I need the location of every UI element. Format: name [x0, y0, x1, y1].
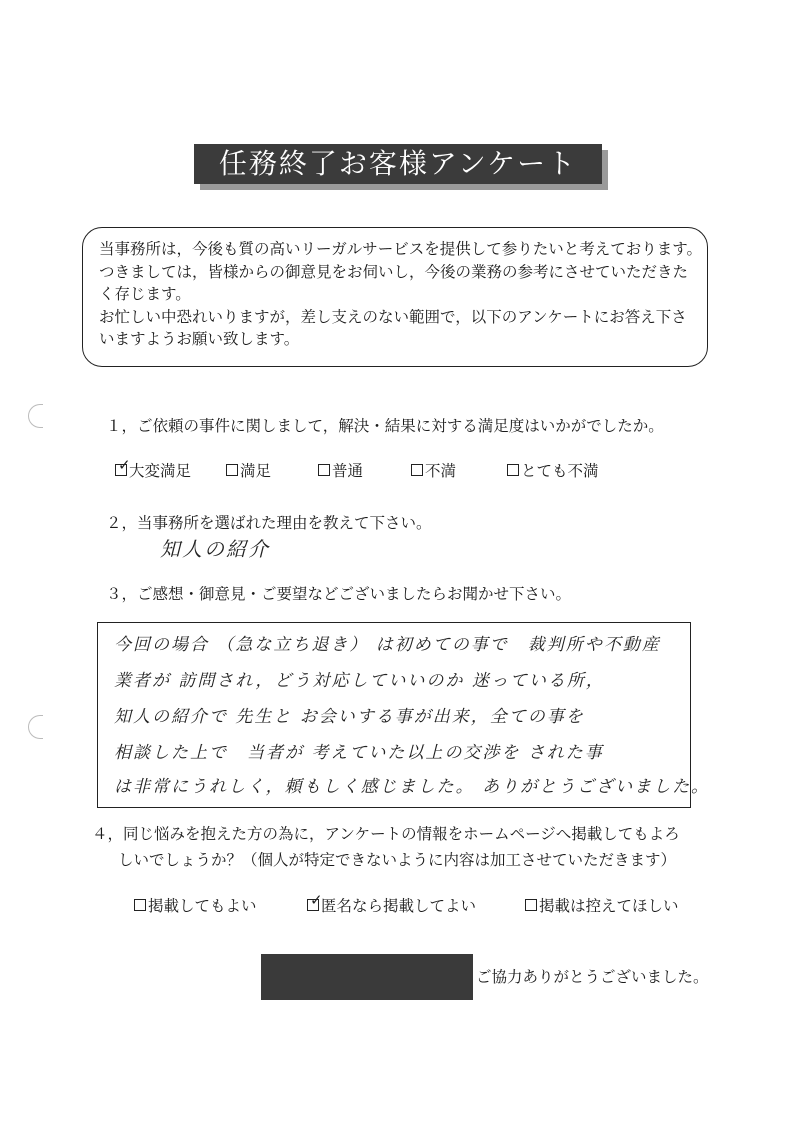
comment-line: 相談した上で 当者が 考えていた以上の交渉を された事 — [114, 743, 604, 763]
comment-box — [97, 622, 711, 808]
checkbox[interactable] — [115, 456, 131, 476]
question-4-note: しいでしょうか？（個人が特定できないように内容は加工させていただきます） — [118, 851, 677, 869]
option-label: 大変満足 — [129, 462, 192, 480]
q4-option-allow[interactable] — [134, 894, 257, 916]
question-4: ４，同じ悩みを抱えた方の為に，アンケートの情報をホームページへ掲載してもよろ — [92, 825, 680, 843]
checkbox[interactable] — [307, 891, 323, 911]
intro-line: つきましては，皆様からの御意見をお伺いし，今後の業務の参考にさせていただきた — [99, 262, 689, 281]
intro-line: く存じます。 — [99, 285, 191, 303]
option-label: 不満 — [425, 462, 457, 480]
check-mark-icon: ✓ — [118, 456, 131, 474]
option-label: 普通 — [332, 462, 364, 480]
option-label: 掲載は控えてほしい — [539, 897, 679, 915]
checkbox[interactable] — [525, 899, 537, 911]
q4-option-decline[interactable] — [525, 894, 679, 916]
q1-option-dissatisfied[interactable] — [411, 459, 456, 481]
checkbox[interactable] — [318, 464, 330, 476]
question-2: ２，当事務所を選ばれた理由を教えて下さい。 — [106, 514, 432, 532]
intro-line: 当事務所は，今後も質の高いリーガルサービスを提供して参りたいと考えております。 — [99, 240, 702, 258]
option-label: 匿名なら掲載してよい — [321, 897, 477, 915]
redacted-name-block — [261, 954, 473, 1000]
checkbox[interactable] — [134, 899, 146, 911]
q1-option-very-dissatisfied[interactable] — [507, 459, 599, 481]
checkbox[interactable] — [226, 464, 238, 476]
comment-line: 今回の場合 （急な立ち退き） は初めての事で 裁判所や不動産 — [114, 635, 661, 655]
comment-line: は非常にうれしく，頼もしく感じました。 ありがとうございました。 — [114, 777, 711, 797]
comment-line: 知人の紹介で 先生と お会いする事が出来，全ての事を — [114, 707, 585, 727]
punch-hole — [28, 404, 43, 428]
option-label: とても不満 — [521, 462, 599, 480]
checkbox[interactable] — [507, 464, 519, 476]
check-mark-icon: ✓ — [310, 891, 323, 909]
question-1: １，ご依頼の事件に関しまして，解決・結果に対する満足度はいかがでしたか。 — [106, 417, 664, 435]
checkbox[interactable] — [411, 464, 423, 476]
option-label: 満足 — [240, 462, 272, 480]
intro-box — [82, 227, 708, 367]
option-label: 掲載してもよい — [148, 897, 257, 915]
intro-line: お忙しい中恐れいりますが，差し支えのない範囲で，以下のアンケートにお答え下さ — [99, 307, 687, 326]
thanks-text: ご協力ありがとうございました。 — [476, 968, 709, 986]
punch-hole — [28, 715, 43, 739]
q1-option-very-satisfied[interactable] — [115, 456, 192, 481]
q1-option-normal[interactable] — [318, 459, 363, 481]
q4-option-anonymous[interactable] — [307, 891, 477, 916]
intro-line: いますようお願い致します。 — [99, 330, 300, 348]
question-3: ３，ご感想・御意見・ご要望などございましたらお聞かせ下さい。 — [106, 585, 572, 603]
page-title: 任務終了お客様アンケート — [194, 144, 602, 184]
comment-line: 業者が 訪問され，どう対応していいのか 迷っている所， — [114, 671, 605, 691]
q2-handwritten-answer: 知人の紹介 — [160, 537, 270, 561]
q1-option-satisfied[interactable] — [226, 459, 271, 481]
